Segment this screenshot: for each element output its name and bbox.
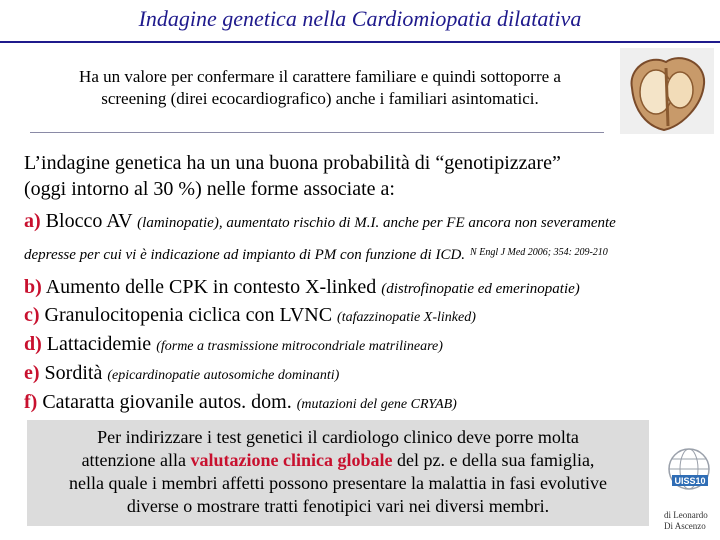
author-line-2: Di Ascenzo xyxy=(664,521,706,531)
intro-line-2: screening (direi ecocardiografico) anche i familiari asintomatici. xyxy=(101,89,539,108)
callout-line-1: Per indirizzare i test genetici il cardiologo clinico deve porre molta xyxy=(97,427,579,447)
item-text: Blocco AV xyxy=(45,210,133,232)
item-note: (distrofinopatie ed emerinopatie) xyxy=(381,281,580,297)
callout-text xyxy=(27,426,649,518)
item-letter: d) xyxy=(24,333,42,355)
item-note: (tafazzinopatie X-linked) xyxy=(337,310,476,325)
callout-highlight: valutazione clinica globale xyxy=(190,450,393,470)
logo-text: UISS10 xyxy=(674,476,706,486)
list-item-b xyxy=(24,274,714,302)
item-note: (mutazioni del gene CRYAB) xyxy=(296,397,457,412)
item-letter: a) xyxy=(24,210,41,232)
item-letter: c) xyxy=(24,304,40,326)
item-letter: f) xyxy=(24,391,38,413)
item-note: (laminopatie), aumentato rischio di M.I. anche per FE ancora non severamente xyxy=(137,215,616,231)
author-credit xyxy=(664,510,720,532)
item-letter: e) xyxy=(24,362,40,384)
item-note-continuation: depresse per cui vi è indicazione ad impianto di PM con funzione di ICD. xyxy=(24,247,466,263)
item-note: (epicardinopatie autosomiche dominanti) xyxy=(107,368,340,383)
callout-line-2 xyxy=(27,449,649,472)
main-content xyxy=(24,150,714,418)
callout-line-4: diverse o mostrare tratti fenotipici vari nei diversi membri. xyxy=(126,496,550,516)
title-divider xyxy=(0,41,720,43)
lead-line-1: L’indagine genetica ha un una buona probabilità di “genotipizzare” xyxy=(24,152,561,174)
list-item-f xyxy=(24,389,714,418)
item-text: Lattacidemie xyxy=(46,333,152,355)
lead-line-2: (oggi intorno al 30 %) nelle forme associate a: xyxy=(24,178,395,200)
slide-title: Indagine genetica nella Cardiomiopatia dilatativa xyxy=(138,6,582,31)
list-item-a xyxy=(24,208,714,236)
item-text: Sordità xyxy=(44,362,103,384)
author-line-1: di Leonardo xyxy=(664,510,708,520)
intro-line-1: Ha un valore per confermare il carattere familiare e quindi sottoporre a xyxy=(79,67,561,86)
list-item-e xyxy=(24,360,714,389)
globe-logo-icon xyxy=(662,445,716,505)
intro-divider xyxy=(30,132,604,133)
item-note: (forme a trasmissione mitrocondriale matrilineare) xyxy=(156,339,443,354)
callout-line-3: nella quale i membri affetti possono presentare la malattia in fasi evolutive xyxy=(69,473,607,493)
list-item-d xyxy=(24,331,714,360)
item-text: Granulocitopenia ciclica con LVNC xyxy=(44,304,333,326)
reference-citation: N Engl J Med 2006; 354: 209-210 xyxy=(470,247,608,258)
callout-line-2-pre: attenzione alla xyxy=(81,450,191,470)
list-item-a-continuation xyxy=(24,240,714,268)
item-text: Cataratta giovanile autos. dom. xyxy=(42,391,292,413)
list-item-c xyxy=(24,302,714,331)
item-text: Aumento delle CPK in contesto X-linked xyxy=(45,276,377,298)
callout-line-2-post: del pz. e della sua famiglia, xyxy=(392,450,595,470)
item-letter: b) xyxy=(24,276,42,298)
intro-text xyxy=(30,66,610,110)
heart-section-image xyxy=(620,48,714,134)
